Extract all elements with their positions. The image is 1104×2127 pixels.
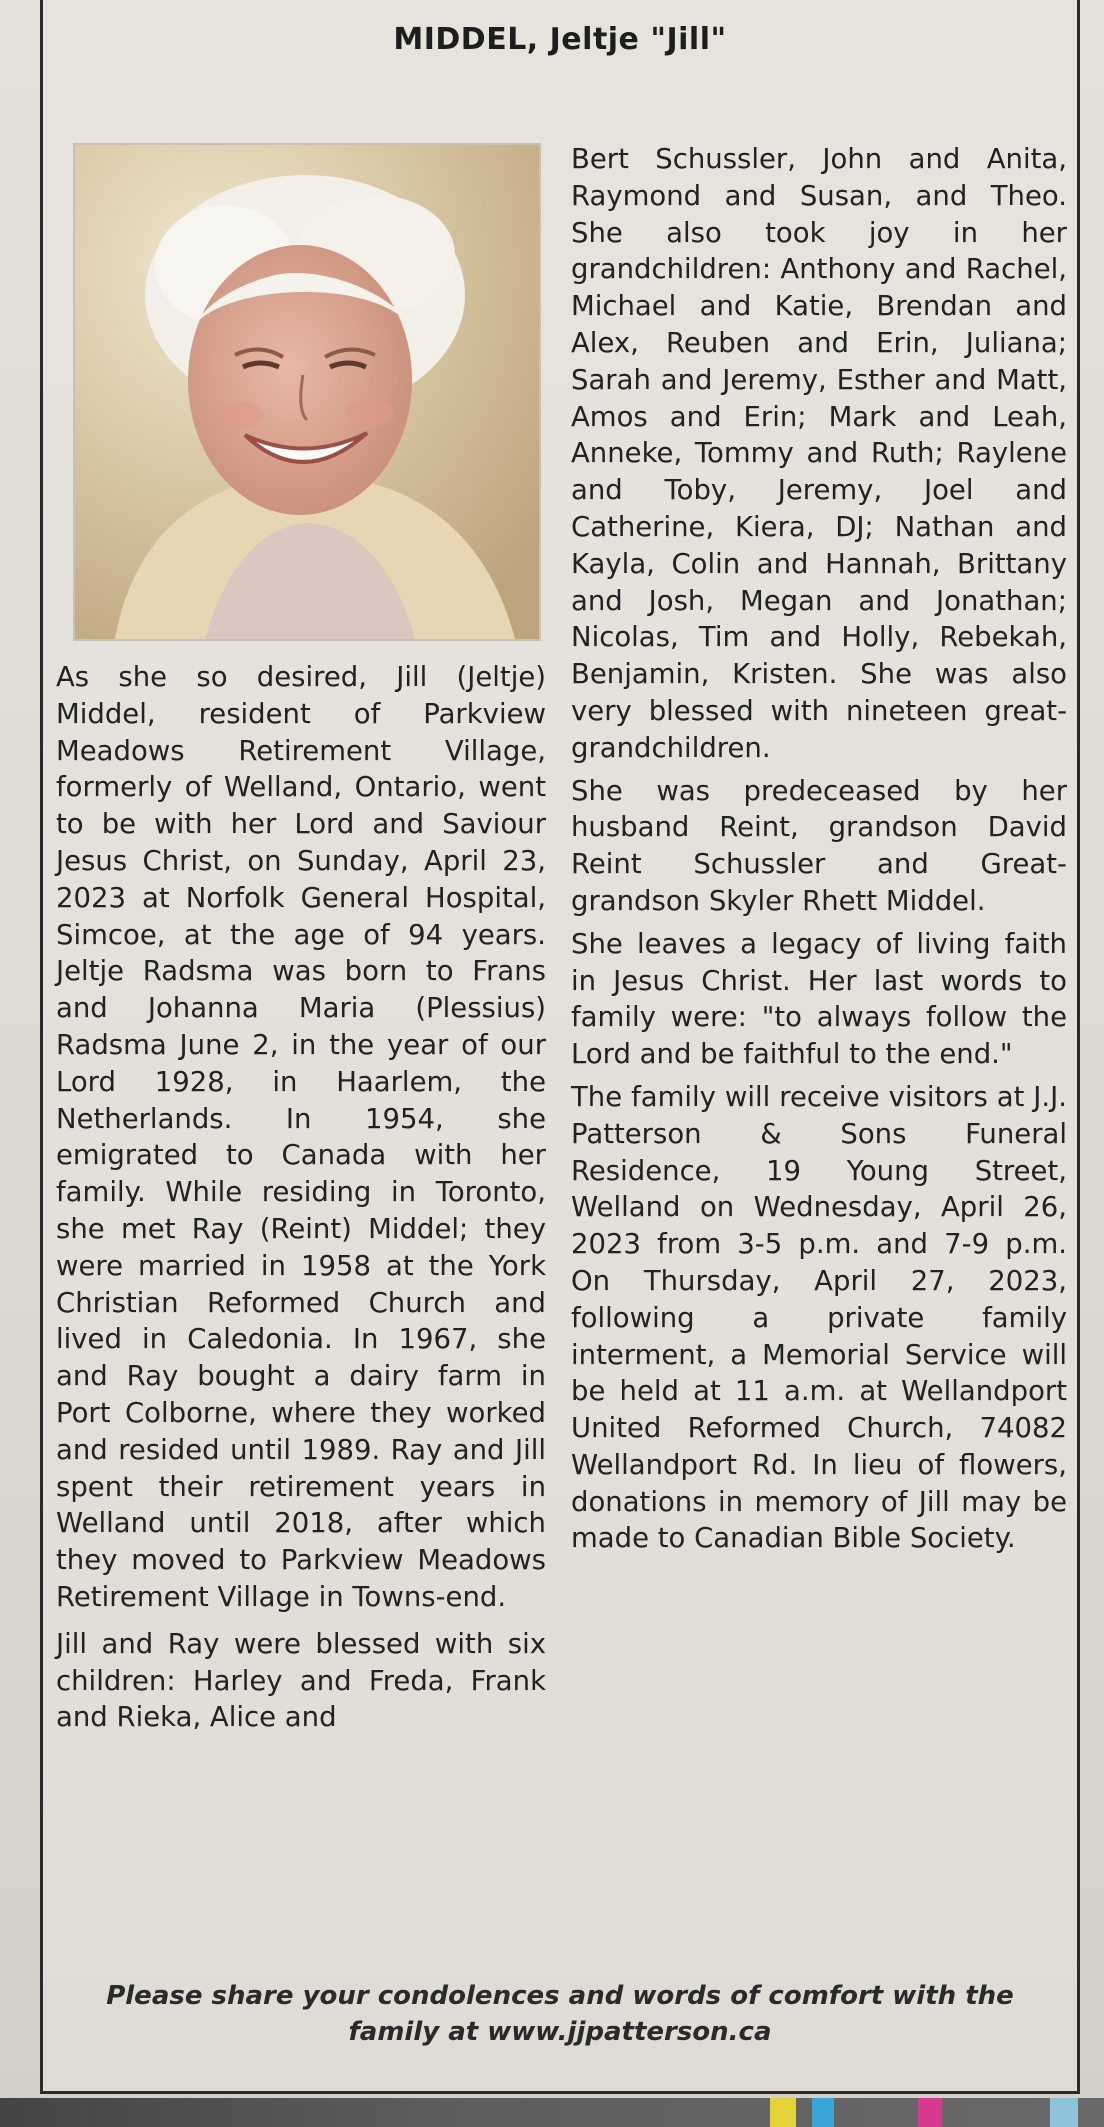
- obituary-paragraph: Bert Schussler, John and Anita, Raymond and Susan, and Theo. She also took joy in her grandchildren: Anthony and Rachel, Michael and Katie, Brendan and Alex, Reuben and Erin, Juliana; Sarah and Jeremy, Esther and Matt, Amos and Erin; Mark and Leah, Anneke, Tommy and Ruth; Raylene and Toby, Jeremy, Joel and Catherine, Kiera, DJ; Nathan and Kayla, Colin and Hannah, Brittany and Josh, Megan and Jonathan; Nicolas, Tim and Holly, Rebekah, Benjamin, Kristen. She was also very blessed with nineteen great-grandchildren.: [571, 143, 1067, 764]
- obituary-paragraph: Jill and Ray were blessed with six children: Harley and Freda, Frank and Rieka, Alice and: [56, 1627, 546, 1734]
- print-registration-mark: [770, 2098, 796, 2127]
- obituary-paragraph: The family will receive visitors at J.J. Patterson & Sons Funeral Residence, 19 Young Street, Welland on Wednesday, April 26, 2023 from 3-5 p.m. and 7-9 p.m. On Thursday, April 27, 2023, following a private family interment, a Memorial Service will be held at 11 a.m. at Wellandport United Reformed Church, 74082 Wellandport Rd. In lieu of flowers, donations in memory of Jill may be made to Canadian Bible Society.: [571, 1080, 1067, 1555]
- obituary-paragraph: She leaves a legacy of living faith in Jesus Christ. Her last words to family were: "to always follow the Lord and be faithful to the end.": [571, 927, 1067, 1071]
- obituary-notice: [40, 0, 1080, 2094]
- obituary-paragraph: As she so desired, Jill (Jeltje) Middel, resident of Parkview Meadows Retirement Village, formerly of Welland, Ontario, went to be with her Lord and Saviour Jesus Christ, on Sunday, April 23, 2023 at Norfolk General Hospital, Simcoe, at the age of 94 years. Jeltje Radsma was born to Frans and Johanna Maria (Plessius) Radsma June 2, in the year of our Lord 1928, in Haarlem, the Netherlands. In 1954, she emigrated to Canada with her family. While residing in Toronto, she met Ray (Reint) Middel; they were married in 1958 at the York Christian Reformed Church and lived in Caledonia. In 1967, she and Ray bought a dairy farm in Port Colborne, where they worked and resided until 1989. Ray and Jill spent their retirement years in Welland until 2018, after which they moved to Parkview Meadows Retirement Village in Towns-end.: [56, 661, 546, 1613]
- notice-title: MIDDEL, Jeltje "Jill": [393, 22, 727, 57]
- obituary-paragraph: She was predeceased by her husband Reint, grandson David Reint Schussler and Great-grandson Skyler Rhett Middel.: [571, 774, 1067, 917]
- footer-line: family at www.jjpatterson.ca: [348, 2017, 772, 2047]
- footer-line: Please share your condolences and words of comfort with the: [106, 1981, 1014, 2011]
- right-column: [571, 141, 1067, 1557]
- portrait-illustration: [75, 145, 539, 639]
- print-registration-mark: [1050, 2098, 1078, 2127]
- condolence-footer: [43, 1978, 1077, 2050]
- print-registration-mark: [812, 2098, 834, 2127]
- print-registration-mark: [918, 2098, 942, 2127]
- portrait-photo: [73, 143, 541, 641]
- left-column: [56, 659, 546, 1736]
